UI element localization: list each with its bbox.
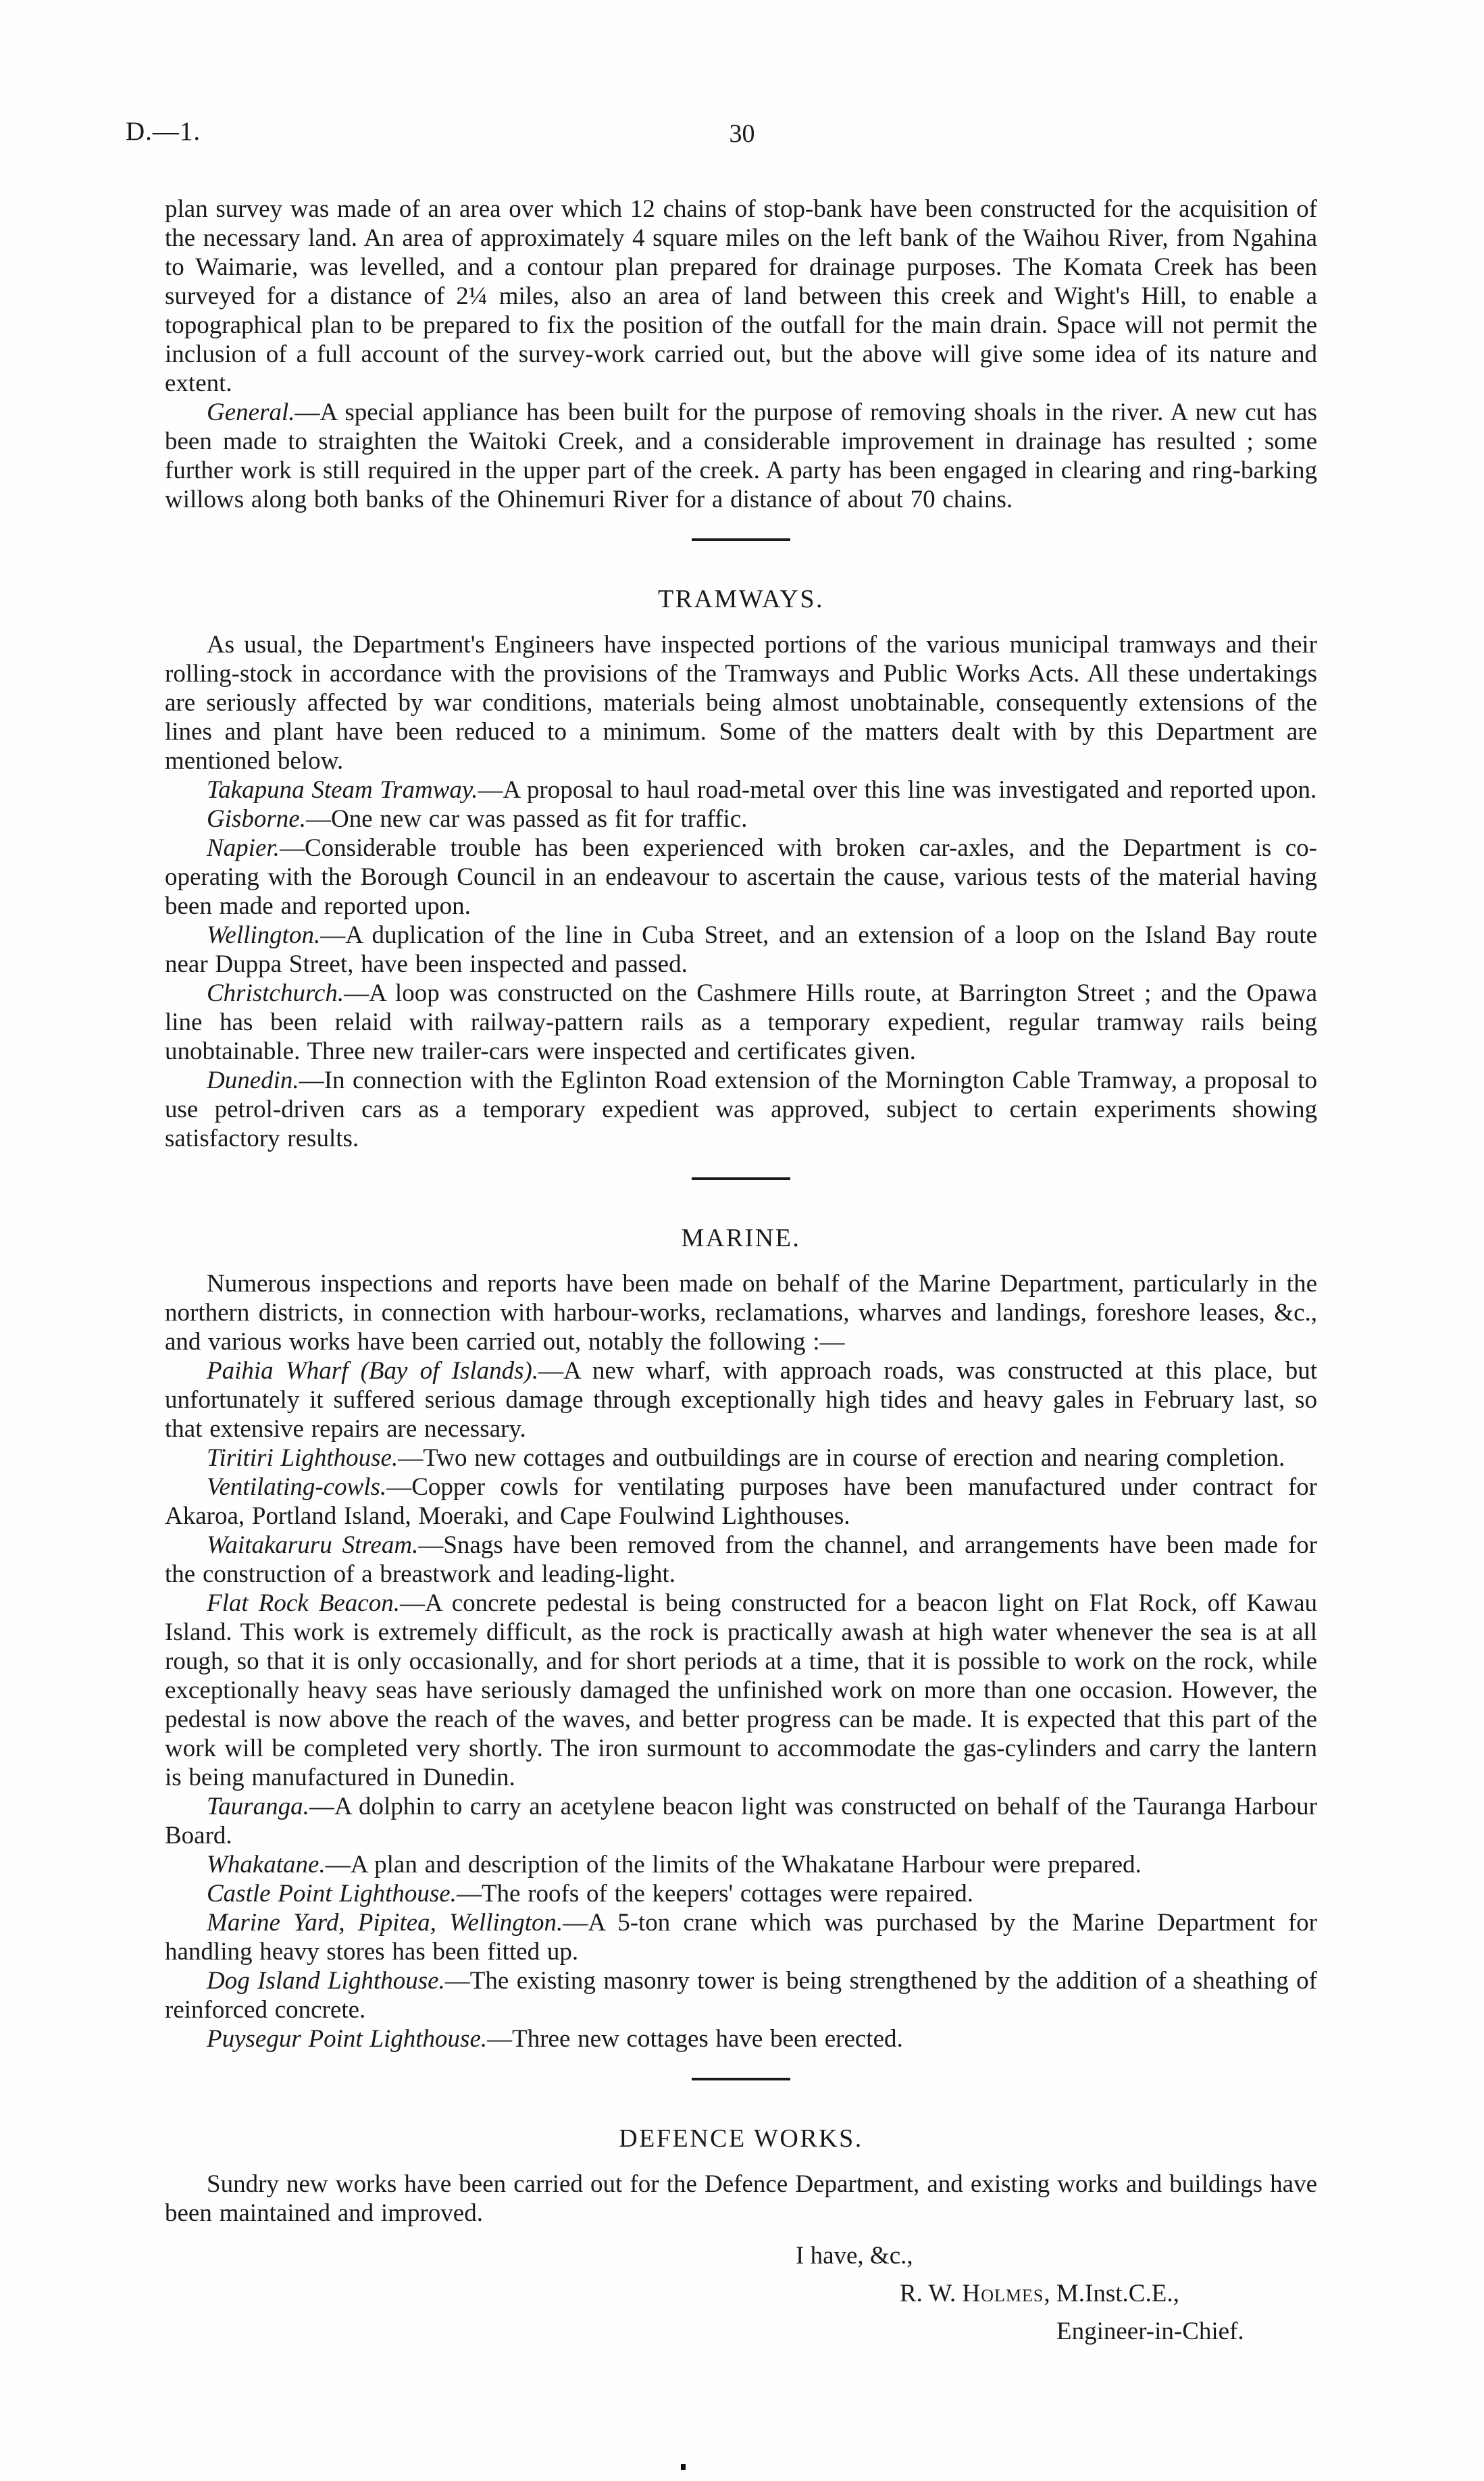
section-heading-tramways: TRAMWAYS. [658, 585, 824, 613]
doc-reference: D.—1. [126, 117, 201, 146]
paragraph-lead: Ventilating-cowls. [207, 1473, 387, 1501]
paragraph-lead: Flat Rock Beacon. [207, 1589, 400, 1617]
page-body [165, 0, 1317, 2351]
paragraph-lead: Marine Yard, Pipitea, Wellington. [207, 1909, 563, 1937]
paragraph-text: —Copper cowls for ventilating purposes have been manufactured under contract for Akaroa, Portland Island, Moeraki, and Cape Foulwind Lighthouses. [165, 1473, 1317, 1530]
paragraph-lead: Gisborne. [207, 805, 306, 833]
section-divider-rule [692, 2078, 790, 2080]
paragraph-text: Numerous inspections and reports have been made on behalf of the Marine Department, particularly in the northern districts, in connection with harbour-works, reclamations, wharves and landings, foreshore leases, &c., and various works have been carried out, notably the following :— [165, 1270, 1317, 1356]
paragraph-text: —A plan and description of the limits of the Whakatane Harbour were prepared. [325, 1851, 1142, 1878]
paragraph-text: —One new car was passed as fit for traffic. [305, 805, 748, 833]
paragraph-napier [165, 834, 1317, 921]
paragraph-dog-island-lighthouse [165, 1966, 1317, 2024]
paragraph-lead: General. [207, 399, 295, 426]
section-divider-rule [692, 1177, 790, 1180]
section-heading-defence-works: DEFENCE WORKS. [619, 2124, 863, 2153]
paragraph-lead: Paihia Wharf (Bay of Islands). [207, 1357, 539, 1385]
paragraph-text: —In connection with the Eglinton Road extension of the Mornington Cable Tramway, a proposal to use petrol-driven cars as a temporary expedient was approved, subject to certain experiments showing satisfactory results. [165, 1067, 1317, 1152]
paragraph-text: —Considerable trouble has been experienced with broken car-axles, and the Department is co-operating with the Borough Council in an endeavour to ascertain the cause, various tests of the material having been made and reported upon. [165, 834, 1317, 920]
section-heading-marine: MARINE. [681, 1224, 801, 1252]
paragraph-lead: Dunedin. [207, 1067, 299, 1094]
paragraph-text: —A special appliance has been built for the purpose of removing shoals in the river. A new cut has been made to straighten the Waitoki Creek, and a considerable improvement in drainage has resulted ; some further work is still required in the upper part of the creek. A party has been engaged in clearing and ring-barking willows along both banks of the Ohinemuri River for a distance of about 70 chains. [165, 399, 1317, 513]
paragraph-lead: Tiritiri Lighthouse. [207, 1444, 399, 1472]
paragraph-text: —Three new cottages have been erected. [487, 2025, 903, 2053]
paragraph-marine-yard [165, 1908, 1317, 1966]
paragraph-lead: Tauranga. [207, 1793, 309, 1820]
paragraph-text: —A dolphin to carry an acetylene beacon light was constructed on behalf of the Tauranga Harbour Board. [165, 1793, 1317, 1849]
paragraph-waitakaruru-stream [165, 1531, 1317, 1589]
paragraph-text: —Two new cottages and outbuildings are in course of erection and nearing completion. [398, 1444, 1285, 1472]
paragraph-general [165, 398, 1317, 514]
paragraph-text: —A concrete pedestal is being constructed for a beacon light on Flat Rock, off Kawau Island. This work is extremely difficult, as the rock is practically awash at high water whenever the sea is at all rough, so that it is only occasionally, and for short periods at a time, that it is possible to work on the rock, while exceptionally heavy seas have seriously damaged the unfinished work on more than one occasion. However, the pedestal is now above the reach of the waves, and better progress can be made. It is expected that this part of the work will be completed very shortly. The iron surmount to accommodate the gas-cylinders and carry the lantern is being manufactured in Dunedin. [165, 1589, 1317, 1791]
paragraph-whakatane [165, 1850, 1317, 1879]
paragraph-lead: Whakatane. [207, 1851, 326, 1878]
paragraph-text: —Snags have been removed from the channel, and arrangements have been made for the construction of a breastwork and leading-light. [165, 1531, 1318, 1588]
paragraph-lead: Waitakaruru Stream. [207, 1531, 419, 1559]
ink-speck [681, 2464, 686, 2470]
paragraph-text: —A proposal to haul road-metal over this line was investigated and reported upon. [478, 776, 1317, 804]
paragraph-text: —A duplication of the line in Cuba Street, and an extension of a loop on the Island Bay route near Duppa Street, have been inspected and passed. [165, 921, 1317, 978]
paragraph-tauranga [165, 1792, 1317, 1850]
paragraph-ventilating-cowls [165, 1473, 1317, 1531]
paragraph-text: —The existing masonry tower is being strengthened by the addition of a sheathing of reinforced concrete. [165, 1967, 1317, 2024]
paragraph-text: Sundry new works have been carried out for the Defence Department, and existing works and buildings have been maintained and improved. [165, 2170, 1317, 2227]
paragraph-lead: Dog Island Lighthouse. [207, 1967, 445, 1995]
paragraph-puysegur-point-lighthouse [165, 2024, 1317, 2053]
paragraph-tramways-intro [165, 630, 1317, 775]
signature-name-prefix: R. W. [900, 2280, 963, 2307]
paragraph-wellington [165, 921, 1317, 979]
paragraph-lead: Christchurch. [207, 979, 344, 1007]
signature-role: Engineer-in-Chief. [1056, 2318, 1244, 2345]
paragraph-defence-works [165, 2170, 1317, 2228]
paragraph-text: —A loop was constructed on the Cashmere Hills route, at Barrington Street ; and the Opawa line has been relaid with railway-pattern rails as a temporary expedient, regular tramway rails being unobtainable. Three new trailer-cars were inspected and certificates given. [165, 979, 1317, 1065]
signature-name-suffix: , M.Inst.C.E., [1044, 2280, 1179, 2307]
paragraph-paihia-wharf [165, 1356, 1317, 1443]
paragraph-lead: Castle Point Lighthouse. [207, 1880, 457, 1908]
signature-name [900, 2275, 1317, 2313]
paragraph-marine-intro [165, 1269, 1317, 1356]
paragraph-text: —The roofs of the keepers' cottages were repaired. [456, 1880, 973, 1908]
paragraph-text: —A new wharf, with approach roads, was constructed at this place, but unfortunately it suffered serious damage through exceptionally high tides and heavy gales in February last, so that extensive repairs are necessary. [165, 1357, 1317, 1443]
paragraph-text: plan survey was made of an area over which 12 chains of stop-bank have been constructed for the acquisition of the necessary land. An area of approximately 4 square miles on the left bank of the Waihou River, from Ngahina to Waimarie, was levelled, and a contour plan prepared for drainage purposes. The Komata Creek has been surveyed for a distance of 2¼ miles, also an area of land between this creek and Wight's Hill, to enable a topographical plan to be prepared to fix the position of the outfall for the main drain. Space will not permit the inclusion of a full account of the survey-work carried out, but the above will give some idea of its nature and extent. [165, 195, 1317, 397]
paragraph-gisborne [165, 804, 1317, 834]
paragraph-castle-point-lighthouse [165, 1879, 1317, 1908]
paragraph-text: —A 5-ton crane which was purchased by the Marine Department for handling heavy stores has been fitted up. [165, 1909, 1317, 1966]
paragraph-lead: Napier. [207, 834, 280, 862]
paragraph-text: As usual, the Department's Engineers have inspected portions of the various municipal tramways and their rolling-stock in accordance with the provisions of the Tramways and Public Works Acts. All these undertakings are seriously affected by war conditions, materials being almost unobtainable, consequently extensions of the lines and plant have been reduced to a minimum. Some of the matters dealt with by this Department are mentioned below. [165, 631, 1317, 775]
paragraph-lead: Wellington. [207, 921, 321, 949]
paragraph-dunedin [165, 1066, 1317, 1153]
paragraph-tiritiri-lighthouse [165, 1443, 1317, 1473]
paragraph-lead: Takapuna Steam Tramway. [207, 776, 478, 804]
page-number: 30 [729, 120, 755, 148]
signature-salutation: I have, &c., [796, 2242, 913, 2270]
section-divider-rule [692, 538, 790, 541]
paragraph-survey-continuation [165, 195, 1317, 398]
paragraph-christchurch [165, 979, 1317, 1066]
signature-surname: Holmes [962, 2280, 1044, 2307]
paragraph-takapuna [165, 775, 1317, 804]
paragraph-flat-rock-beacon [165, 1589, 1317, 1792]
paragraph-lead: Puysegur Point Lighthouse. [207, 2025, 488, 2053]
signature-block [165, 2237, 1317, 2351]
